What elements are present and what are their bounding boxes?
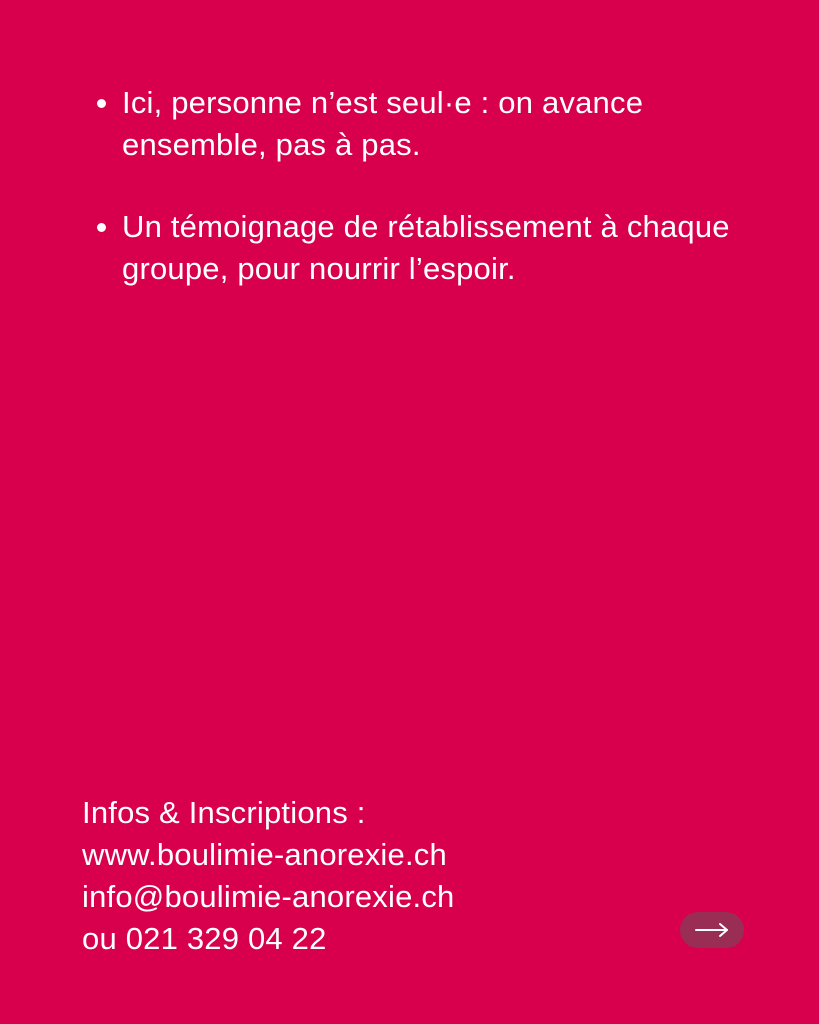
bullet-dot-icon <box>97 99 106 108</box>
bullet-text: Ici, personne n’est seul·e : on avance ensemble, pas à pas. <box>122 85 644 162</box>
bullet-list <box>95 82 755 330</box>
contact-heading: Infos & Inscriptions : <box>82 795 366 830</box>
website-link[interactable]: www.boulimie-anorexie.ch <box>82 837 447 872</box>
bullet-text: Un témoignage de rétablissement à chaque groupe, pour nourrir l’espoir. <box>122 209 730 286</box>
email-link[interactable]: info@boulimie-anorexie.ch <box>82 879 455 914</box>
next-slide-button[interactable] <box>680 912 744 948</box>
phone-number: ou 021 329 04 22 <box>82 921 327 956</box>
bullet-dot-icon <box>97 223 106 232</box>
arrow-right-icon <box>694 922 730 938</box>
bullet-item-testimony <box>95 206 755 290</box>
bullet-item-alone <box>95 82 755 166</box>
contact-block <box>82 792 602 960</box>
